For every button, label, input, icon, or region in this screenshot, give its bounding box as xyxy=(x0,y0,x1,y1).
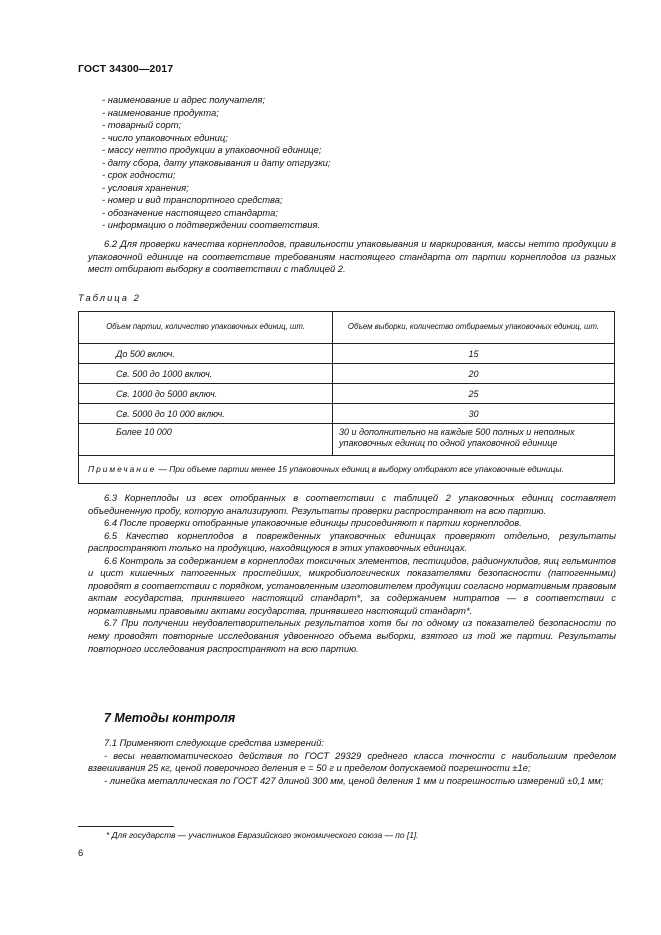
note-text: — При объеме партии менее 15 упаковочных единиц в выборку отбирают все упаковочные единицы. xyxy=(156,464,564,474)
table-header-cell: Объем партии, количество упаковочных единиц, шт. xyxy=(79,312,333,344)
paragraph: 6.4 После проверки отобранные упаковочные единицы присоединяют к партии корнеплодов. xyxy=(104,517,522,529)
section-7-heading: 7 Методы контроля xyxy=(104,711,236,725)
table-note-row xyxy=(79,456,615,484)
paragraph-6-2-block xyxy=(88,238,616,276)
list-item: - информацию о подтверждении соответствия. xyxy=(102,219,321,231)
table-caption: Таблица 2 xyxy=(78,292,141,303)
marking-list xyxy=(102,94,330,232)
list-item: - обозначение настоящего стандарта; xyxy=(102,206,278,218)
paragraph: - линейка металлическая по ГОСТ 427 длиной 300 мм, ценой деления 1 мм и погрешностью измерений ±0,1 мм; xyxy=(104,774,604,786)
paragraph: 6.6 Контроль за содержанием в корнеплодах токсичных элементов, пестицидов, радионуклидов, яиц гельминтов и цист кишечных патогенных простейших, микробиологических показателями безопасности (патогенными) проводят в соответствии с порядком, установленным изготовителем продукции согласно нормативным правовым актам государства, принявшего настоящий стандарт*, за содержанием нитратов — в соответствии с нормативными правовыми актами государства, принявшего настоящий стандарт*. xyxy=(88,554,616,616)
list-item: - срок годности; xyxy=(102,169,176,181)
table-cell: 30 и дополнительно на каждые 500 полных и неполных упаковочных единиц по одной упаковочной единице xyxy=(333,424,615,456)
table-cell: 15 xyxy=(333,344,615,364)
paragraph: 6.3 Корнеплоды из всех отобранных в соответствии с таблицей 2 упаковочных единиц составляет объединенную пробу, которую анализируют. Результаты проверки распространяют на всю партию. xyxy=(88,492,616,516)
section-7-body xyxy=(88,737,616,787)
footnote: * Для государств — участников Евразийского экономического союза — по [1]. xyxy=(106,830,419,840)
paragraphs-6-3-to-6-7 xyxy=(88,492,616,655)
table-cell: До 500 включ. xyxy=(79,344,333,364)
list-item: - номер и вид транспортного средства; xyxy=(102,194,283,206)
table-cell: Более 10 000 xyxy=(79,424,333,456)
list-item: - наименование продукта; xyxy=(102,106,219,118)
paragraph-6-2: 6.2 Для проверки качества корнеплодов, правильности упаковывания и маркирования, массы нетто продукции в упаковочной единице на соответствие требованиям настоящего стандарта от партии корнеплодов из разных мест отбирают выборку в соответствии с таблицей 2. xyxy=(88,238,616,275)
table-note xyxy=(79,456,615,484)
table-cell: 30 xyxy=(333,404,615,424)
table-cell: 20 xyxy=(333,364,615,384)
list-item: - условия хранения; xyxy=(102,181,189,193)
table-row xyxy=(79,344,615,364)
list-item: - число упаковочных единиц; xyxy=(102,131,228,143)
table-row xyxy=(79,404,615,424)
table-cell: Св. 500 до 1000 включ. xyxy=(79,364,333,384)
table-cell: Св. 1000 до 5000 включ. xyxy=(79,384,333,404)
footnote-separator xyxy=(78,826,174,827)
table-row xyxy=(79,424,615,456)
table-row xyxy=(79,364,615,384)
list-item: - наименование и адрес получателя; xyxy=(102,94,265,105)
paragraph: - весы неавтоматического действия по ГОСТ 29329 среднего класса точности с наибольшим пределом взвешивания 25 кг, ценой поверочного деления e = 50 г и пределом допускаемой погрешности ±1e; xyxy=(88,749,616,774)
paragraph: 6.5 Качество корнеплодов в поврежденных упаковочных единицах проверяют отдельно, результаты распространяют только на продукцию, находящуюся в этих упаковочных единицах. xyxy=(88,529,616,554)
list-item: - массу нетто продукции в упаковочной единице; xyxy=(102,144,322,156)
list-item: - товарный сорт; xyxy=(102,119,182,131)
paragraph: 6.7 При получении неудовлетворительных результатов хотя бы по одному из показателей безопасности по нему проводят повторные исследования удвоенного объема выборки, взятого из той же партии. Результаты повторного исследования распространяют на всю партию. xyxy=(88,617,616,654)
table-row xyxy=(79,384,615,404)
sample-table xyxy=(78,311,615,484)
note-label: Примечание xyxy=(88,464,157,474)
table-header-cell: Объем выборки, количество отбираемых упаковочных единиц, шт. xyxy=(333,312,615,344)
list-item: - дату сбора, дату упаковывания и дату отгрузки; xyxy=(102,156,331,168)
table-header-row xyxy=(79,312,615,344)
paragraph: 7.1 Применяют следующие средства измерений: xyxy=(104,737,324,748)
table-cell: 25 xyxy=(333,384,615,404)
document-code: ГОСТ 34300—2017 xyxy=(78,63,174,75)
table-cell: Св. 5000 до 10 000 включ. xyxy=(79,404,333,424)
page-number: 6 xyxy=(78,847,84,858)
